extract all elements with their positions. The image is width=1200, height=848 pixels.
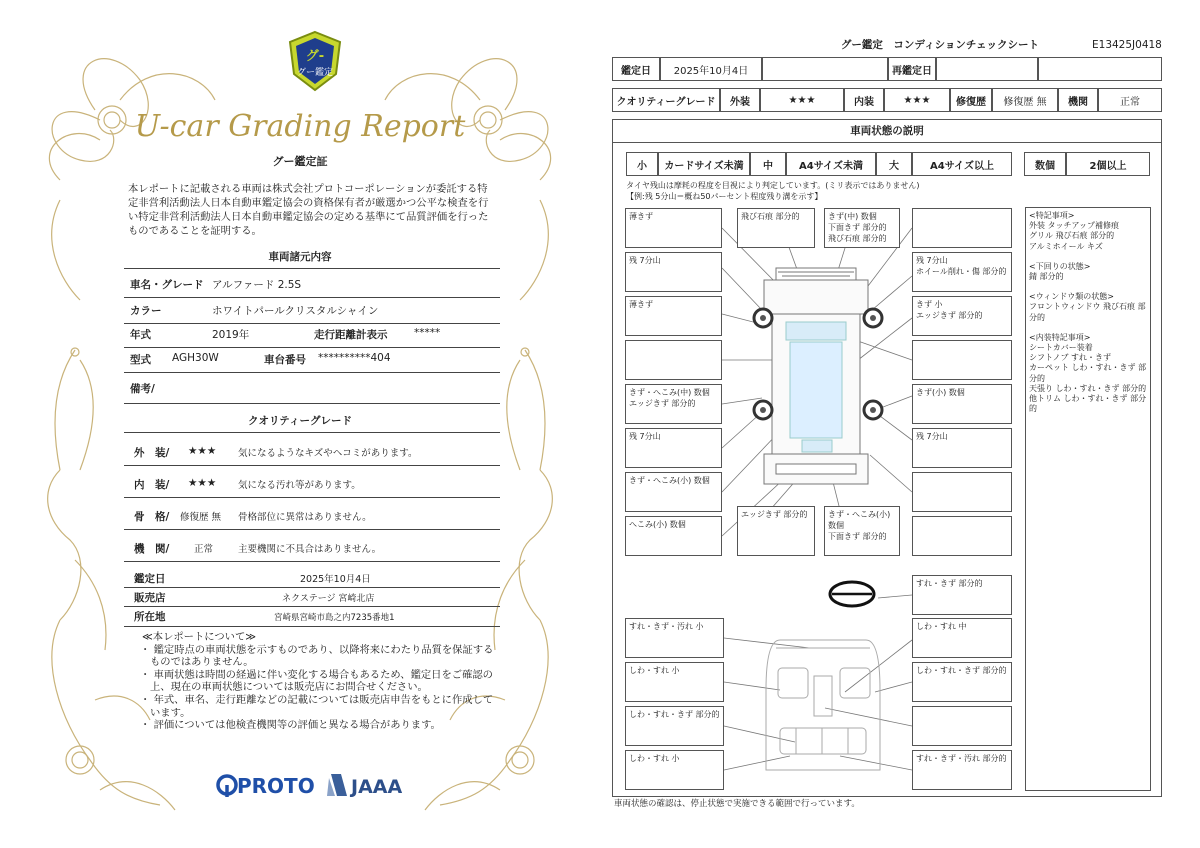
exterior-box [912, 516, 1012, 556]
ext-value-cell: ★★★ [760, 88, 844, 112]
notes-group-special: <特記事項> 外装 タッチアップ補修痕 グリル 飛び石痕 部分的 アルミホイール キズ [1029, 211, 1119, 251]
interior-box: しわ・すれ 小 [625, 662, 724, 702]
exterior-box: きず 小 エッジきず 部分的 [912, 296, 1012, 336]
exterior-box: 薄きず [625, 208, 722, 248]
info-row-address: 所在地 宮崎県宮崎市島之内7235番地1 [124, 607, 500, 627]
exterior-box [912, 472, 1012, 512]
int-label-cell: 内装 [844, 88, 884, 112]
repair-label-cell: 修復歴 [950, 88, 992, 112]
legend-small: 小 [626, 152, 658, 176]
exterior-box: 薄きず [625, 296, 722, 336]
legend-mid: 中 [750, 152, 786, 176]
vehicle-state-title: 車両状態の説明 [612, 119, 1162, 143]
notes-group-windows: <ウィンドウ類の状態> フロントウィンドウ 飛び石痕 部分的 [1029, 292, 1146, 322]
interior-box: しわ・すれ 中 [912, 618, 1012, 658]
interior-box: しわ・すれ・きず 部分的 [625, 706, 724, 746]
legend-count-desc: 2個以上 [1066, 152, 1150, 176]
legend-large-desc: A4サイズ以上 [912, 152, 1012, 176]
exterior-box [912, 208, 1012, 248]
report-note: ・ 車両状態は時間の経過に伴い変化する場合もあるため、鑑定日をご確認の上、現在の車両状態については販売店にお問合せください。 [140, 668, 493, 694]
spec-section-title: 車両諸元内容 [268, 251, 332, 263]
quality-row-frame: 骨 格/ 修復歴 無 骨格部位に異常はありません。 [124, 504, 500, 530]
condition-check-sheet [600, 0, 1200, 848]
interior-box: すれ・きず 部分的 [912, 575, 1012, 615]
legend-large: 大 [876, 152, 912, 176]
exterior-box: 残 7分山 ホイール削れ・傷 部分的 [912, 252, 1012, 292]
svg-text:PROTO: PROTO [237, 774, 315, 798]
special-notes [1025, 207, 1151, 791]
report-note: ・ 評価については他検査機関等の評価と異なる場合があります。 [140, 719, 441, 732]
blank-cell [762, 57, 888, 81]
quality-row-exterior: 外 装/ ★★★ 気になるようなキズやヘコミがあります。 [124, 440, 500, 466]
goo-kantei-emblem [286, 30, 344, 94]
tire-note: タイヤ残山は摩耗の程度を目視により判定しています。(ミリ表示ではありません) 【例:残 5分山＝概ね50パーセント程度残り溝を示す】 [626, 181, 920, 201]
date-label-cell: 鑑定日 [612, 57, 660, 81]
spec-row-type: 型式 AGH30W 車台番号 **********404 [124, 349, 500, 373]
quality-top-rule [124, 432, 500, 433]
report-note: ・ 年式、車名、走行距離などの記載については販売店申告をもとに作成しています。 [140, 693, 494, 719]
interior-box [912, 706, 1012, 746]
info-row-date: 鑑定日 2025年10月4日 [124, 568, 500, 588]
legend-small-desc: カードサイズ未満 [658, 152, 750, 176]
spec-row-remarks: 備考/ [124, 376, 500, 404]
ext-label-cell: 外装 [720, 88, 760, 112]
engine-value-cell: 正常 [1098, 88, 1162, 112]
quality-row-interior: 内 装/ ★★★ 気になる汚れ等があります。 [124, 472, 500, 498]
interior-box: すれ・きず・汚れ 部分的 [912, 750, 1012, 790]
footer-note: 車両状態の確認は、停止状態で実施できる範囲で行っています。 [614, 799, 860, 809]
engine-label-cell: 機関 [1058, 88, 1098, 112]
report-title [0, 100, 600, 150]
legend-count: 数個 [1024, 152, 1066, 176]
exterior-box: エッジきず 部分的 [737, 506, 815, 556]
exterior-box [912, 340, 1012, 380]
svg-text:U-car Grading Report: U-car Grading Report [134, 109, 466, 144]
exterior-box: きず(小) 数個 [912, 384, 1012, 424]
qg-label-cell: クオリティーグレード [612, 88, 720, 112]
reinspect-label-cell: 再鑑定日 [888, 57, 936, 81]
exterior-box: 残 7分山 [625, 252, 722, 292]
info-row-shop: 販売店 ネクステージ 宮崎北店 [124, 588, 500, 607]
exterior-box: きず・へこみ(中) 数個 エッジきず 部分的 [625, 384, 722, 424]
report-notes [138, 631, 498, 732]
legend-mid-desc: A4サイズ未満 [786, 152, 876, 176]
exterior-box: きず(中) 数個 下面きず 部分的 飛び石痕 部分的 [824, 208, 900, 248]
jaaa-logo [327, 774, 402, 798]
spec-row-color: カラー ホワイトパールクリスタルシャイン [124, 300, 500, 324]
date-value-cell: 2025年10月4日 [660, 57, 762, 81]
exterior-box: きず・へこみ(小) 数個 下面きず 部分的 [824, 506, 900, 556]
exterior-box: へこみ(小) 数個 [625, 516, 722, 556]
repair-value-cell: 修復歴 無 [992, 88, 1058, 112]
sheet-title: グー鑑定 コンディションチェックシート [840, 39, 1040, 51]
spec-row-model: 車名・グレード アルファード 2.5S [124, 274, 500, 298]
certificate-title: グー鑑定証 [272, 155, 328, 168]
svg-text:グー鑑定: グー鑑定 [296, 68, 334, 78]
exterior-box: きず・へこみ(小) 数個 [625, 472, 722, 512]
sheet-code: E13425J0418 [1092, 39, 1162, 51]
quality-grade-title: クオリティーグレード [248, 415, 352, 427]
blank-cell [1038, 57, 1162, 81]
interior-box: しわ・すれ 小 [625, 750, 724, 790]
spec-row-year: 年式 2019年 走行距離計表示 ***** [124, 324, 500, 348]
notes-group-underbody: <下回りの状態> 錆 部分的 [1029, 261, 1091, 282]
exterior-box: 残 7分山 [912, 428, 1012, 468]
exterior-box: 飛び石痕 部分的 [737, 208, 815, 248]
report-note: ・ 鑑定時点の車両状態を示すものであり、以降将来にわたり品質を保証するものではありません。 [140, 643, 494, 669]
exterior-box: 残 7分山 [625, 428, 722, 468]
svg-text:JAAA: JAAA [351, 776, 403, 798]
report-notes-header: ≪本レポートについて≫ [142, 631, 257, 643]
proto-logo [218, 774, 315, 798]
svg-text:グ-: グ- [305, 49, 325, 64]
exterior-box [625, 340, 722, 380]
interior-box: しわ・すれ・きず 部分的 [912, 662, 1012, 702]
interior-box: すれ・きず・汚れ 小 [625, 618, 724, 658]
int-value-cell: ★★★ [884, 88, 950, 112]
reinspect-value-cell [936, 57, 1038, 81]
spec-top-rule [124, 268, 500, 269]
notes-group-interior: <内装特記事項> シートカバー装着 シフトノブ すれ・きず カーペット しわ・すれ・きず 部分的 天張り しわ・すれ・きず 部分的 他トリム しわ・すれ・きず 部分的 [1029, 332, 1147, 414]
certificate-body: 本レポートに記載される車両は株式会社プロトコーポレーションが委託する特定非営利活動法人日本自動車鑑定協会の資格保有者が厳選かつ公平な検査を行い特定非営利活動法人日本自動車鑑定協会の定める基準にて品質評価を行ったものであることを証明する。 [128, 183, 489, 237]
quality-row-engine: 機 関/ 正常 主要機関に不具合はありません。 [124, 536, 500, 562]
sponsor-logos [215, 770, 415, 800]
